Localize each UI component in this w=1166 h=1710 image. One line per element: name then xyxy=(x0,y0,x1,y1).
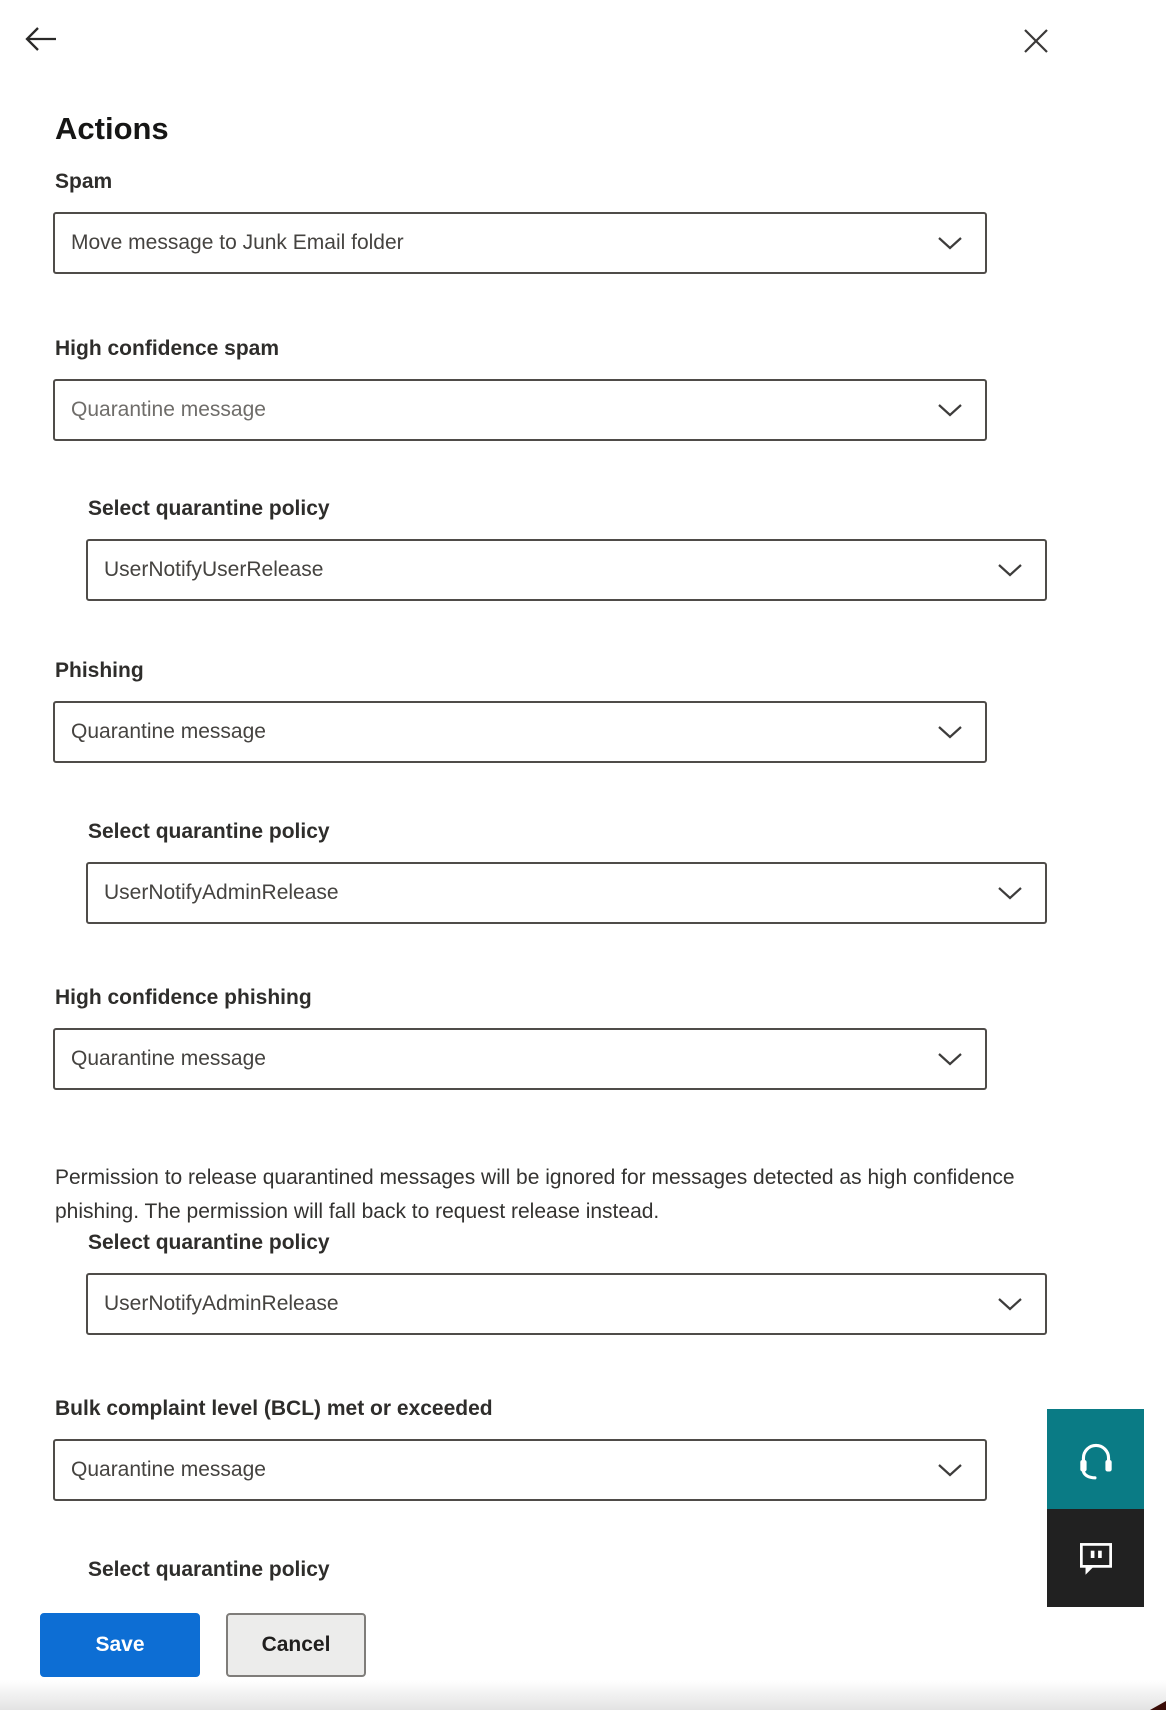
field-high-confidence-phishing xyxy=(53,984,987,1090)
close-button[interactable] xyxy=(1016,22,1056,56)
quarantine-policy-dropdown-phishing[interactable] xyxy=(86,862,1047,924)
dropdown-value: Move message to Junk Email folder xyxy=(71,231,404,254)
chat-bubble-icon xyxy=(1073,1535,1119,1581)
dropdown-value: Quarantine message xyxy=(71,720,266,743)
page-title: Actions xyxy=(55,110,169,146)
field-label-spam: Spam xyxy=(55,170,113,193)
bcl-action-dropdown[interactable] xyxy=(53,1439,987,1501)
high-confidence-phishing-note: Permission to release quarantined messages will be ignored for messages detected as high confidence phishing. The permission will fall back to request release instead. xyxy=(55,1166,1015,1223)
quarantine-policy-dropdown-high-confidence-spam[interactable] xyxy=(86,539,1047,601)
dropdown-value: Quarantine message xyxy=(71,1458,266,1481)
field-label-high-confidence-spam: High confidence spam xyxy=(55,337,280,360)
chevron-down-icon xyxy=(937,236,963,250)
field-label-select-quarantine-policy: Select quarantine policy xyxy=(88,1231,330,1254)
dropdown-value: UserNotifyUserRelease xyxy=(104,558,324,581)
field-quarantine-policy-hcp xyxy=(86,1229,1047,1335)
spam-action-dropdown[interactable] xyxy=(53,212,987,274)
save-button[interactable]: Save xyxy=(40,1613,200,1677)
cancel-button[interactable]: Cancel xyxy=(226,1613,366,1677)
field-phishing xyxy=(53,657,987,763)
high-confidence-spam-action-dropdown[interactable] xyxy=(53,379,987,441)
chevron-down-icon xyxy=(937,725,963,739)
field-bcl xyxy=(53,1395,987,1501)
dropdown-value: Quarantine message xyxy=(71,398,266,421)
headset-icon xyxy=(1073,1436,1119,1482)
field-label-bcl: Bulk complaint level (BCL) met or exceeded xyxy=(55,1397,493,1420)
support-button[interactable] xyxy=(1047,1409,1144,1509)
field-spam xyxy=(53,168,987,274)
field-label-high-confidence-phishing: High confidence phishing xyxy=(55,986,312,1009)
dropdown-value: Quarantine message xyxy=(71,1047,266,1070)
high-confidence-phishing-action-dropdown[interactable] xyxy=(53,1028,987,1090)
field-label-select-quarantine-policy: Select quarantine policy xyxy=(88,1558,330,1581)
back-button[interactable] xyxy=(20,22,60,56)
chevron-down-icon xyxy=(997,886,1023,900)
dropdown-value: UserNotifyAdminRelease xyxy=(104,1292,339,1315)
chevron-down-icon xyxy=(997,1297,1023,1311)
phishing-action-dropdown[interactable] xyxy=(53,701,987,763)
chevron-down-icon xyxy=(997,563,1023,577)
footer-gradient xyxy=(0,1680,1166,1710)
field-high-confidence-spam xyxy=(53,335,987,441)
back-arrow-icon xyxy=(22,24,58,54)
field-quarantine-policy-phishing xyxy=(86,818,1047,924)
chevron-down-icon xyxy=(937,1463,963,1477)
dropdown-value: UserNotifyAdminRelease xyxy=(104,881,339,904)
field-label-phishing: Phishing xyxy=(55,659,144,682)
footer-bar xyxy=(0,1581,1166,1710)
field-label-select-quarantine-policy: Select quarantine policy xyxy=(88,820,330,843)
chevron-down-icon xyxy=(937,403,963,417)
chevron-down-icon xyxy=(937,1052,963,1066)
quarantine-policy-dropdown-high-confidence-phishing[interactable] xyxy=(86,1273,1047,1335)
field-quarantine-policy-hcs xyxy=(86,495,1047,601)
field-label-select-quarantine-policy: Select quarantine policy xyxy=(88,497,330,520)
close-icon xyxy=(1021,26,1051,56)
feedback-button[interactable] xyxy=(1047,1509,1144,1607)
